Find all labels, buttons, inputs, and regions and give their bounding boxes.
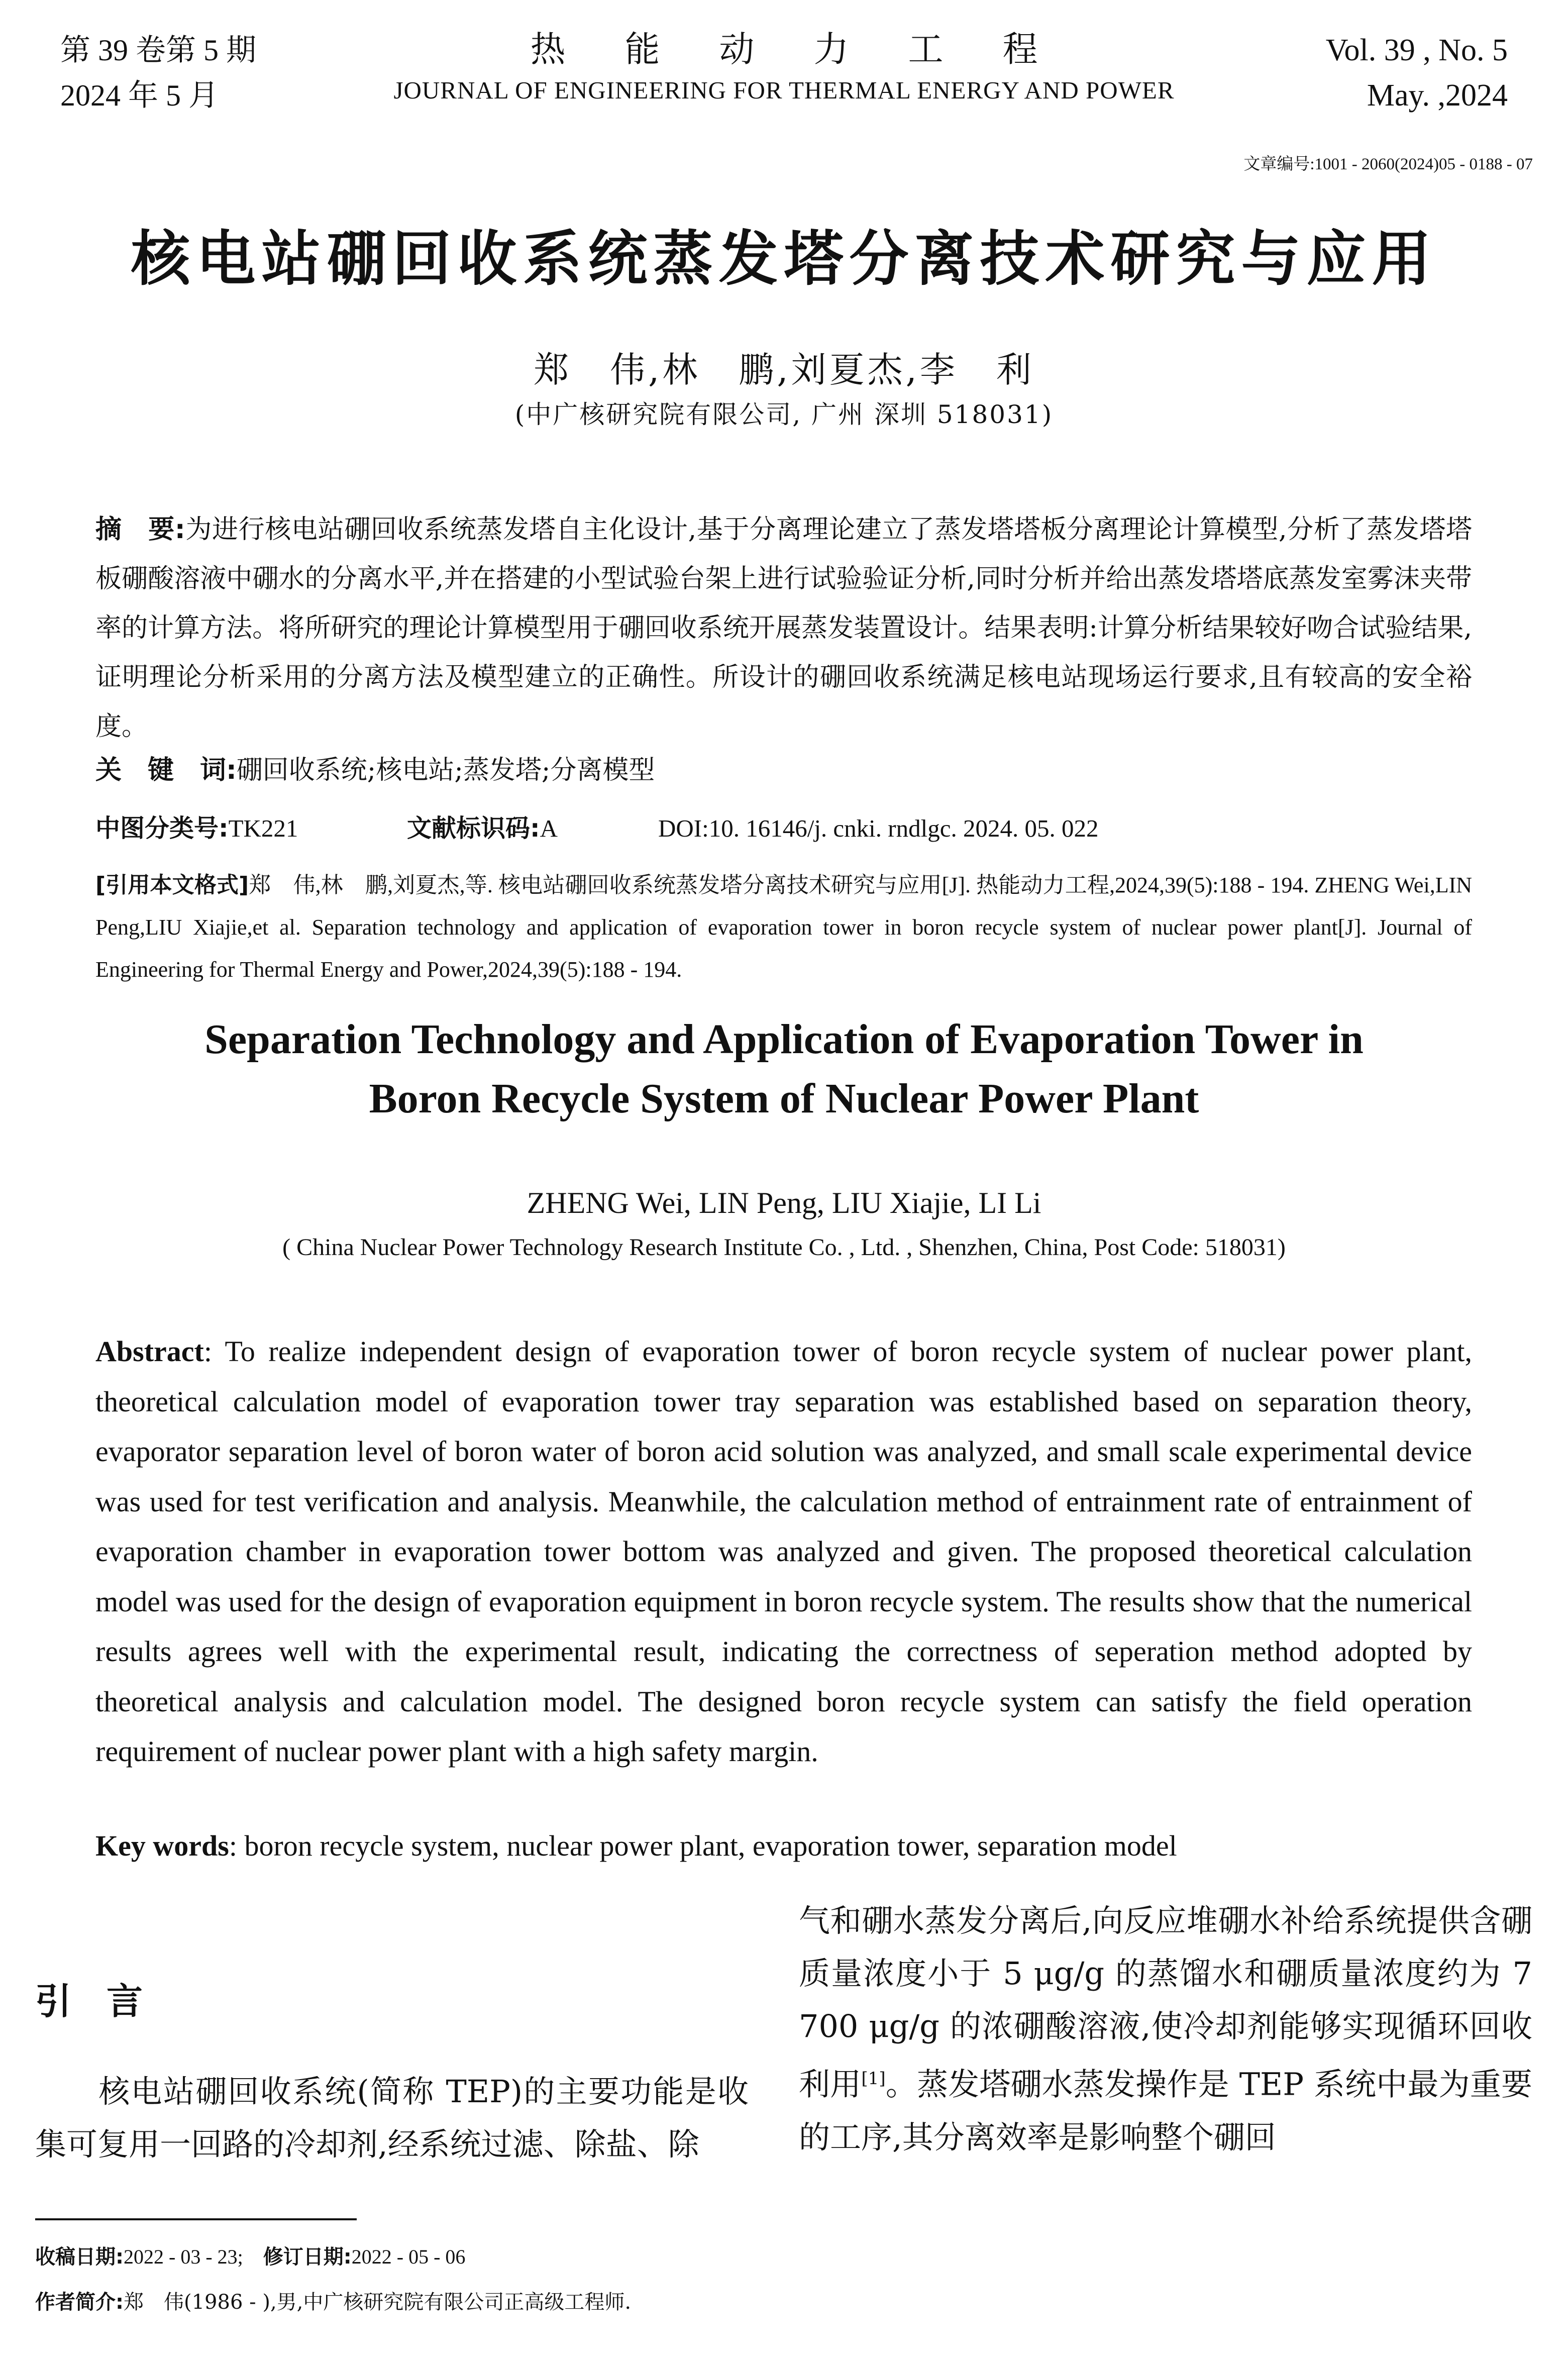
affiliation-cn: (中广核研究院有限公司, 广州 深圳 518031) bbox=[514, 400, 1054, 429]
abstract-cn bbox=[95, 505, 1472, 751]
footnote-author bbox=[35, 2286, 631, 2315]
journal-name-cn: 热能动力工程 bbox=[530, 29, 1097, 70]
clc-label: 中图分类号: bbox=[95, 814, 229, 843]
clc-number bbox=[95, 809, 407, 844]
issue-date-en: May. ,2024 bbox=[1367, 78, 1508, 113]
keywords-en bbox=[95, 1829, 1177, 1863]
keywords-en-text: boron recycle system, nuclear power plant, evaporation tower, separation model bbox=[244, 1829, 1177, 1862]
keywords-en-colon: : bbox=[229, 1829, 245, 1862]
footnote-divider bbox=[35, 2218, 357, 2220]
intro-right-text-2: 。蒸发塔硼水蒸发操作是 TEP 系统中最为重要的工序,其分离效率是影响整个硼回 bbox=[799, 2066, 1532, 2155]
title-en-line-1: Separation Technology and Application of Evaporation Tower in bbox=[204, 1016, 1364, 1063]
document-code-value: A bbox=[540, 814, 558, 842]
keywords-cn-label: 关 键 词: bbox=[95, 755, 237, 785]
document-code bbox=[407, 809, 658, 844]
issue-volume-en: Vol. 39 , No. 5 bbox=[1325, 33, 1508, 67]
section-heading-introduction: 引言 bbox=[35, 1980, 178, 2022]
footnote-dates bbox=[35, 2241, 465, 2270]
document-code-label: 文献标识码: bbox=[407, 814, 540, 843]
abstract-cn-label: 摘 要: bbox=[95, 515, 185, 545]
received-label: 收稿日期: bbox=[35, 2245, 124, 2269]
journal-name-en: JOURNAL OF ENGINEERING FOR THERMAL ENERGY AND POWER bbox=[393, 76, 1175, 104]
classification-row bbox=[95, 809, 1472, 844]
keywords-cn bbox=[95, 749, 655, 786]
title-en bbox=[0, 1010, 1568, 1128]
revised-label: 修订日期: bbox=[263, 2245, 352, 2269]
abstract-cn-text: 为进行核电站硼回收系统蒸发塔自主化设计,基于分离理论建立了蒸发塔塔板分离理论计算模型,分析了蒸发塔塔板硼酸溶液中硼水的分离水平,并在搭建的小型试验台架上进行试验验证分析,同时分析并给出蒸发塔塔底蒸发室雾沫夹带率的计算方法。将所研究的理论计算模型用于硼回收系统开展蒸发装置设计。结果表明:计算分析结果较好吻合试验结果,证明理论分析采用的分离方法及模型建立的正确性。所设计的硼回收系统满足核电站现场运行要求,且有较高的安全裕度。 bbox=[95, 515, 1473, 742]
reference-marker[interactable]: [1] bbox=[861, 2069, 886, 2089]
keywords-cn-text: 硼回收系统;核电站;蒸发塔;分离模型 bbox=[236, 755, 655, 785]
issue-date-cn: 2024 年 5 月 bbox=[60, 79, 219, 112]
revised-date: 2022 - 05 - 06 bbox=[351, 2245, 466, 2268]
title-cn: 核电站硼回收系统蒸发塔分离技术研究与应用 bbox=[131, 224, 1437, 293]
clc-value: TK221 bbox=[228, 814, 298, 842]
keywords-en-label: Key words bbox=[95, 1829, 229, 1862]
intro-left-column bbox=[35, 2065, 749, 2171]
received-date: 2022 - 03 - 23; bbox=[124, 2245, 243, 2268]
citation-label: [引用本文格式] bbox=[95, 872, 249, 898]
abstract-en-text: To realize independent design of evaporation tower of boron recycle system of nuclear power plant, theoretical calculation model of evaporation tower tray separation was established based on separation theory, evaporator separation level of boron water of boron acid solution was analyzed, and small scale experimental device was used for test verification and analysis. Meanwhile, the calculation method of entrainment rate of entrainment of evaporation chamber in evaporation tower bottom was analyzed and given. The proposed theoretical calculation model was used for the design of evaporation equipment in boron recycle system. The results show that the numerical results agrees well with the experimental result, indicating the correctness of seperation method adopted by theoretical analysis and calculation model. The designed boron recycle system can satisfy the field operation requirement of nuclear power plant with a high safety margin. bbox=[95, 1335, 1472, 1768]
article-number: 文章编号:1001 - 2060(2024)05 - 0188 - 07 bbox=[1243, 155, 1533, 173]
citation-format bbox=[95, 864, 1472, 991]
issue-info-en bbox=[1326, 28, 1508, 118]
authors-cn: 郑 伟,林 鹏,刘夏杰,李 利 bbox=[534, 349, 1034, 390]
title-en-line-2: Boron Recycle System of Nuclear Power Plant bbox=[369, 1075, 1199, 1122]
authors-en: ZHENG Wei, LIN Peng, LIU Xiajie, LI Li bbox=[527, 1186, 1041, 1219]
author-bio-label: 作者简介: bbox=[35, 2291, 124, 2314]
abstract-en-colon: : bbox=[203, 1335, 225, 1368]
citation-text: 郑 伟,林 鹏,刘夏杰,等. 核电站硼回收系统蒸发塔分离技术研究与应用[J]. 热能动力工程,2024,39(5):188 - 194. ZHENG Wei,LIN Peng,LIU Xiajie,et al. Separation technology and application of evaporation tower in boron recycle system of nuclear power plant[J]. Journal of Engineering for Thermal Energy and Power,2024,39(5):188 - 194. bbox=[95, 873, 1472, 982]
issue-volume-cn: 第 39 卷第 5 期 bbox=[60, 34, 256, 67]
abstract-en-label: Abstract bbox=[95, 1335, 204, 1368]
intro-left-text: 核电站硼回收系统(简称 TEP)的主要功能是收集可复用一回路的冷却剂,经系统过滤、除盐、除 bbox=[35, 2073, 749, 2163]
doi: DOI:10. 16146/j. cnki. rndlgc. 2024. 05. 022 bbox=[658, 814, 1099, 842]
abstract-en bbox=[95, 1326, 1472, 1777]
author-bio-text: 郑 伟(1986 - ),男,中广核研究院有限公司正高级工程师. bbox=[124, 2291, 632, 2314]
intro-right-text-1: 气和硼水蒸发分离后,向反应堆硼水补给系统提供含硼质量浓度小于 5 μg/g 的蒸馏水和硼质量浓度约为 7 700 μg/g 的浓硼酸溶液,使冷却剂能够实现循环回收利用 bbox=[799, 1902, 1532, 2103]
intro-right-column bbox=[799, 1894, 1532, 2164]
affiliation-en: ( China Nuclear Power Technology Research Institute Co. , Ltd. , Shenzhen, China, Post Code: 518031) bbox=[282, 1234, 1286, 1261]
